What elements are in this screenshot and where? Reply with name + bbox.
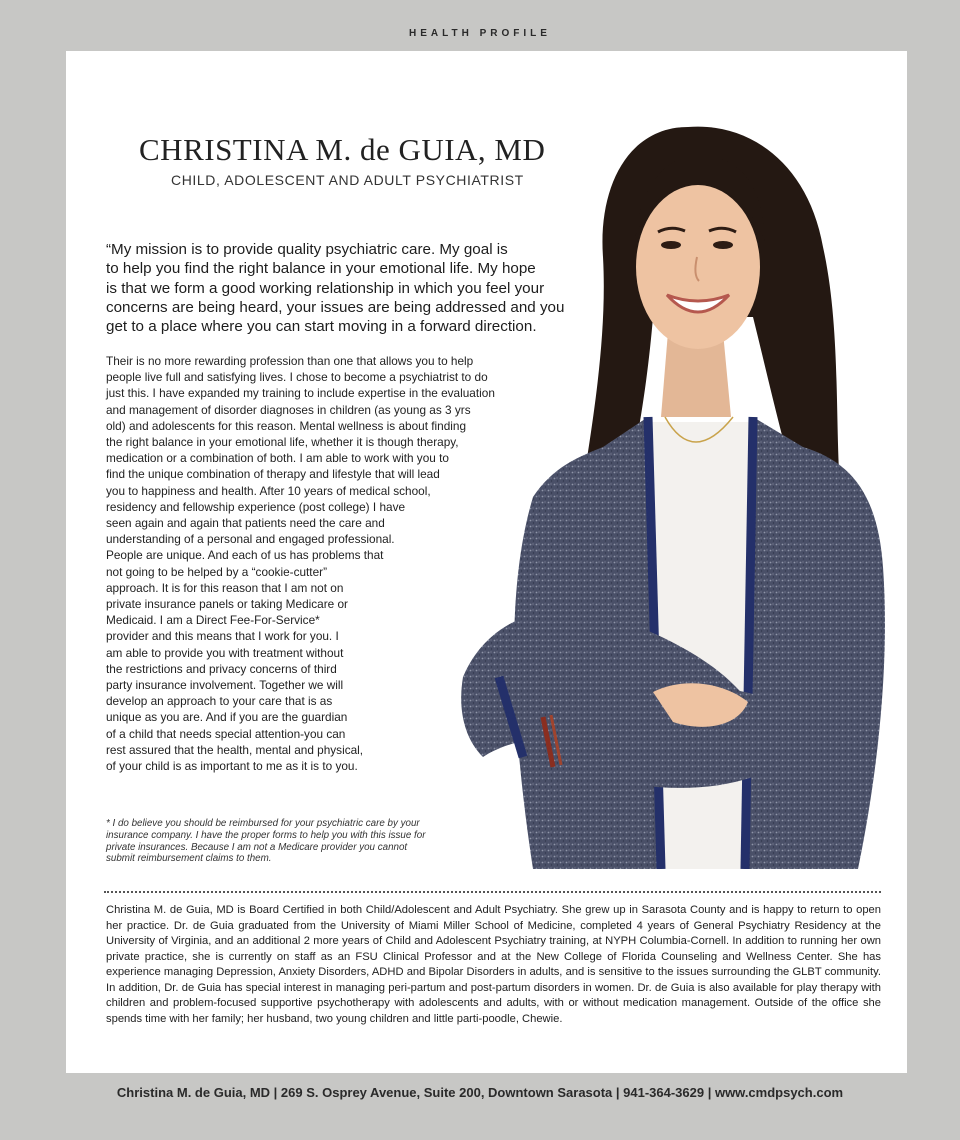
dotted-divider — [104, 891, 881, 893]
philosophy-line: people live full and satisfying lives. I chose to become a psychiatrist to do — [106, 370, 488, 385]
footnote-line: insurance company. I have the proper forms to help you with this issue for — [106, 829, 426, 841]
philosophy-line: People are unique. And each of us has problems that — [106, 548, 384, 563]
footnote-line: submit reimbursement claims to them. — [106, 853, 272, 865]
mission-line: get to a place where you can start moving in a forward direction. — [106, 318, 537, 336]
doctor-specialty: CHILD, ADOLESCENT AND ADULT PSYCHIATRIST — [171, 172, 524, 188]
philosophy-line: the restrictions and privacy concerns of third — [106, 661, 337, 676]
insurance-footnote — [106, 818, 425, 865]
philosophy-line: and management of disorder diagnoses in children (as young as 3 yrs — [106, 402, 471, 417]
philosophy-line: find the unique combination of therapy and lifestyle that will lead — [106, 467, 440, 482]
mission-line: concerns are being heard, your issues are being addressed and you — [106, 298, 565, 316]
philosophy-line: provider and this means that I work for you. I — [106, 629, 339, 644]
practice-philosophy — [106, 353, 495, 774]
philosophy-line: understanding of a personal and engaged professional. — [106, 532, 395, 547]
contact-footer: Christina M. de Guia, MD | 269 S. Osprey Avenue, Suite 200, Downtown Sarasota | 941-364-3629 | www.cmdpsych.com — [116, 1085, 844, 1100]
mission-line: to help you find the right balance in your emotional life. My hope — [106, 260, 536, 278]
philosophy-line: residency and fellowship experience (post college) I have — [106, 499, 406, 514]
philosophy-line: private insurance panels or taking Medicare or — [106, 597, 348, 612]
philosophy-line: just this. I have expanded my training to include expertise in the evaluation — [106, 386, 495, 401]
philosophy-line: party insurance involvement. Together we will — [106, 678, 344, 693]
mission-line: is that we form a good working relationship in which you feel your — [106, 279, 545, 297]
mission-quote — [106, 240, 616, 336]
footnote-line: private insurances. Because I am not a Medicare provider you cannot — [106, 841, 408, 853]
philosophy-line: old) and adolescents for this reason. Mental wellness is about finding — [106, 418, 467, 433]
footnote-line: * I do believe you should be reimbursed for your psychiatric care by your — [106, 818, 420, 829]
mission-line: “My mission is to provide quality psychiatric care. My goal is — [106, 241, 508, 258]
philosophy-line: unique as you are. And if you are the guardian — [106, 710, 348, 725]
philosophy-line: you to happiness and health. After 10 years of medical school, — [106, 483, 431, 498]
philosophy-line: of a child that needs special attention-you can — [106, 726, 346, 741]
philosophy-line: Medicaid. I am a Direct Fee-For-Service* — [106, 613, 320, 628]
philosophy-line: seen again and again that patients need the care and — [106, 516, 385, 531]
profile-panel — [66, 51, 907, 1073]
philosophy-line: Their is no more rewarding profession than one that allows you to help — [106, 354, 474, 368]
philosophy-line: the right balance in your emotional life, whether it is though therapy, — [106, 435, 459, 450]
doctor-name: CHRISTINA M. de GUIA, MD — [139, 132, 546, 167]
section-header: HEALTH PROFILE — [409, 28, 551, 39]
philosophy-line: develop an approach to your care that is as — [106, 694, 333, 709]
philosophy-line: am able to provide you with treatment without — [106, 645, 344, 660]
philosophy-line: rest assured that the health, mental and physical, — [106, 742, 364, 757]
philosophy-line: of your child is as important to me as it is to you. — [106, 759, 358, 774]
philosophy-line: not going to be helped by a “cookie-cutter” — [106, 564, 328, 579]
doctor-bio: Christina M. de Guia, MD is Board Certified in both Child/Adolescent and Adult Psychiatry. She grew up in Sarasota County and is happy to return to open her practice. Dr. de Guia graduated from the University of Miami Miller School of Medicine, completed 4 years of General Psychiatry Residency at the University of Virginia, and an additional 2 more years of Child and Adolescent Psychiatry training, at NYPH Columbia-Cornell. In addition to running her own private practice, she is currently on staff as an FSU Clinical Professor and at the New College of Florida Counseling and Wellness Center. She has experience managing Depression, Anxiety Disorders, ADHD and Bipolar Disorders in adults, and is sensitive to the issues surrounding the GLBT community. In addition, Dr. de Guia has special interest in managing peri-partum and post-partum disorders in women. Dr. de Guia is also available for play therapy with children and problem-focused supportive psychotherapy with adolescents and adults, with or without medication management. Outside of the office she spends time with her family; her husband, two young children and little parti-poodle, Chewie. — [106, 904, 881, 1025]
philosophy-line: medication or a combination of both. I am able to work with you to — [106, 451, 449, 466]
philosophy-line: approach. It is for this reason that I am not on — [106, 580, 344, 595]
